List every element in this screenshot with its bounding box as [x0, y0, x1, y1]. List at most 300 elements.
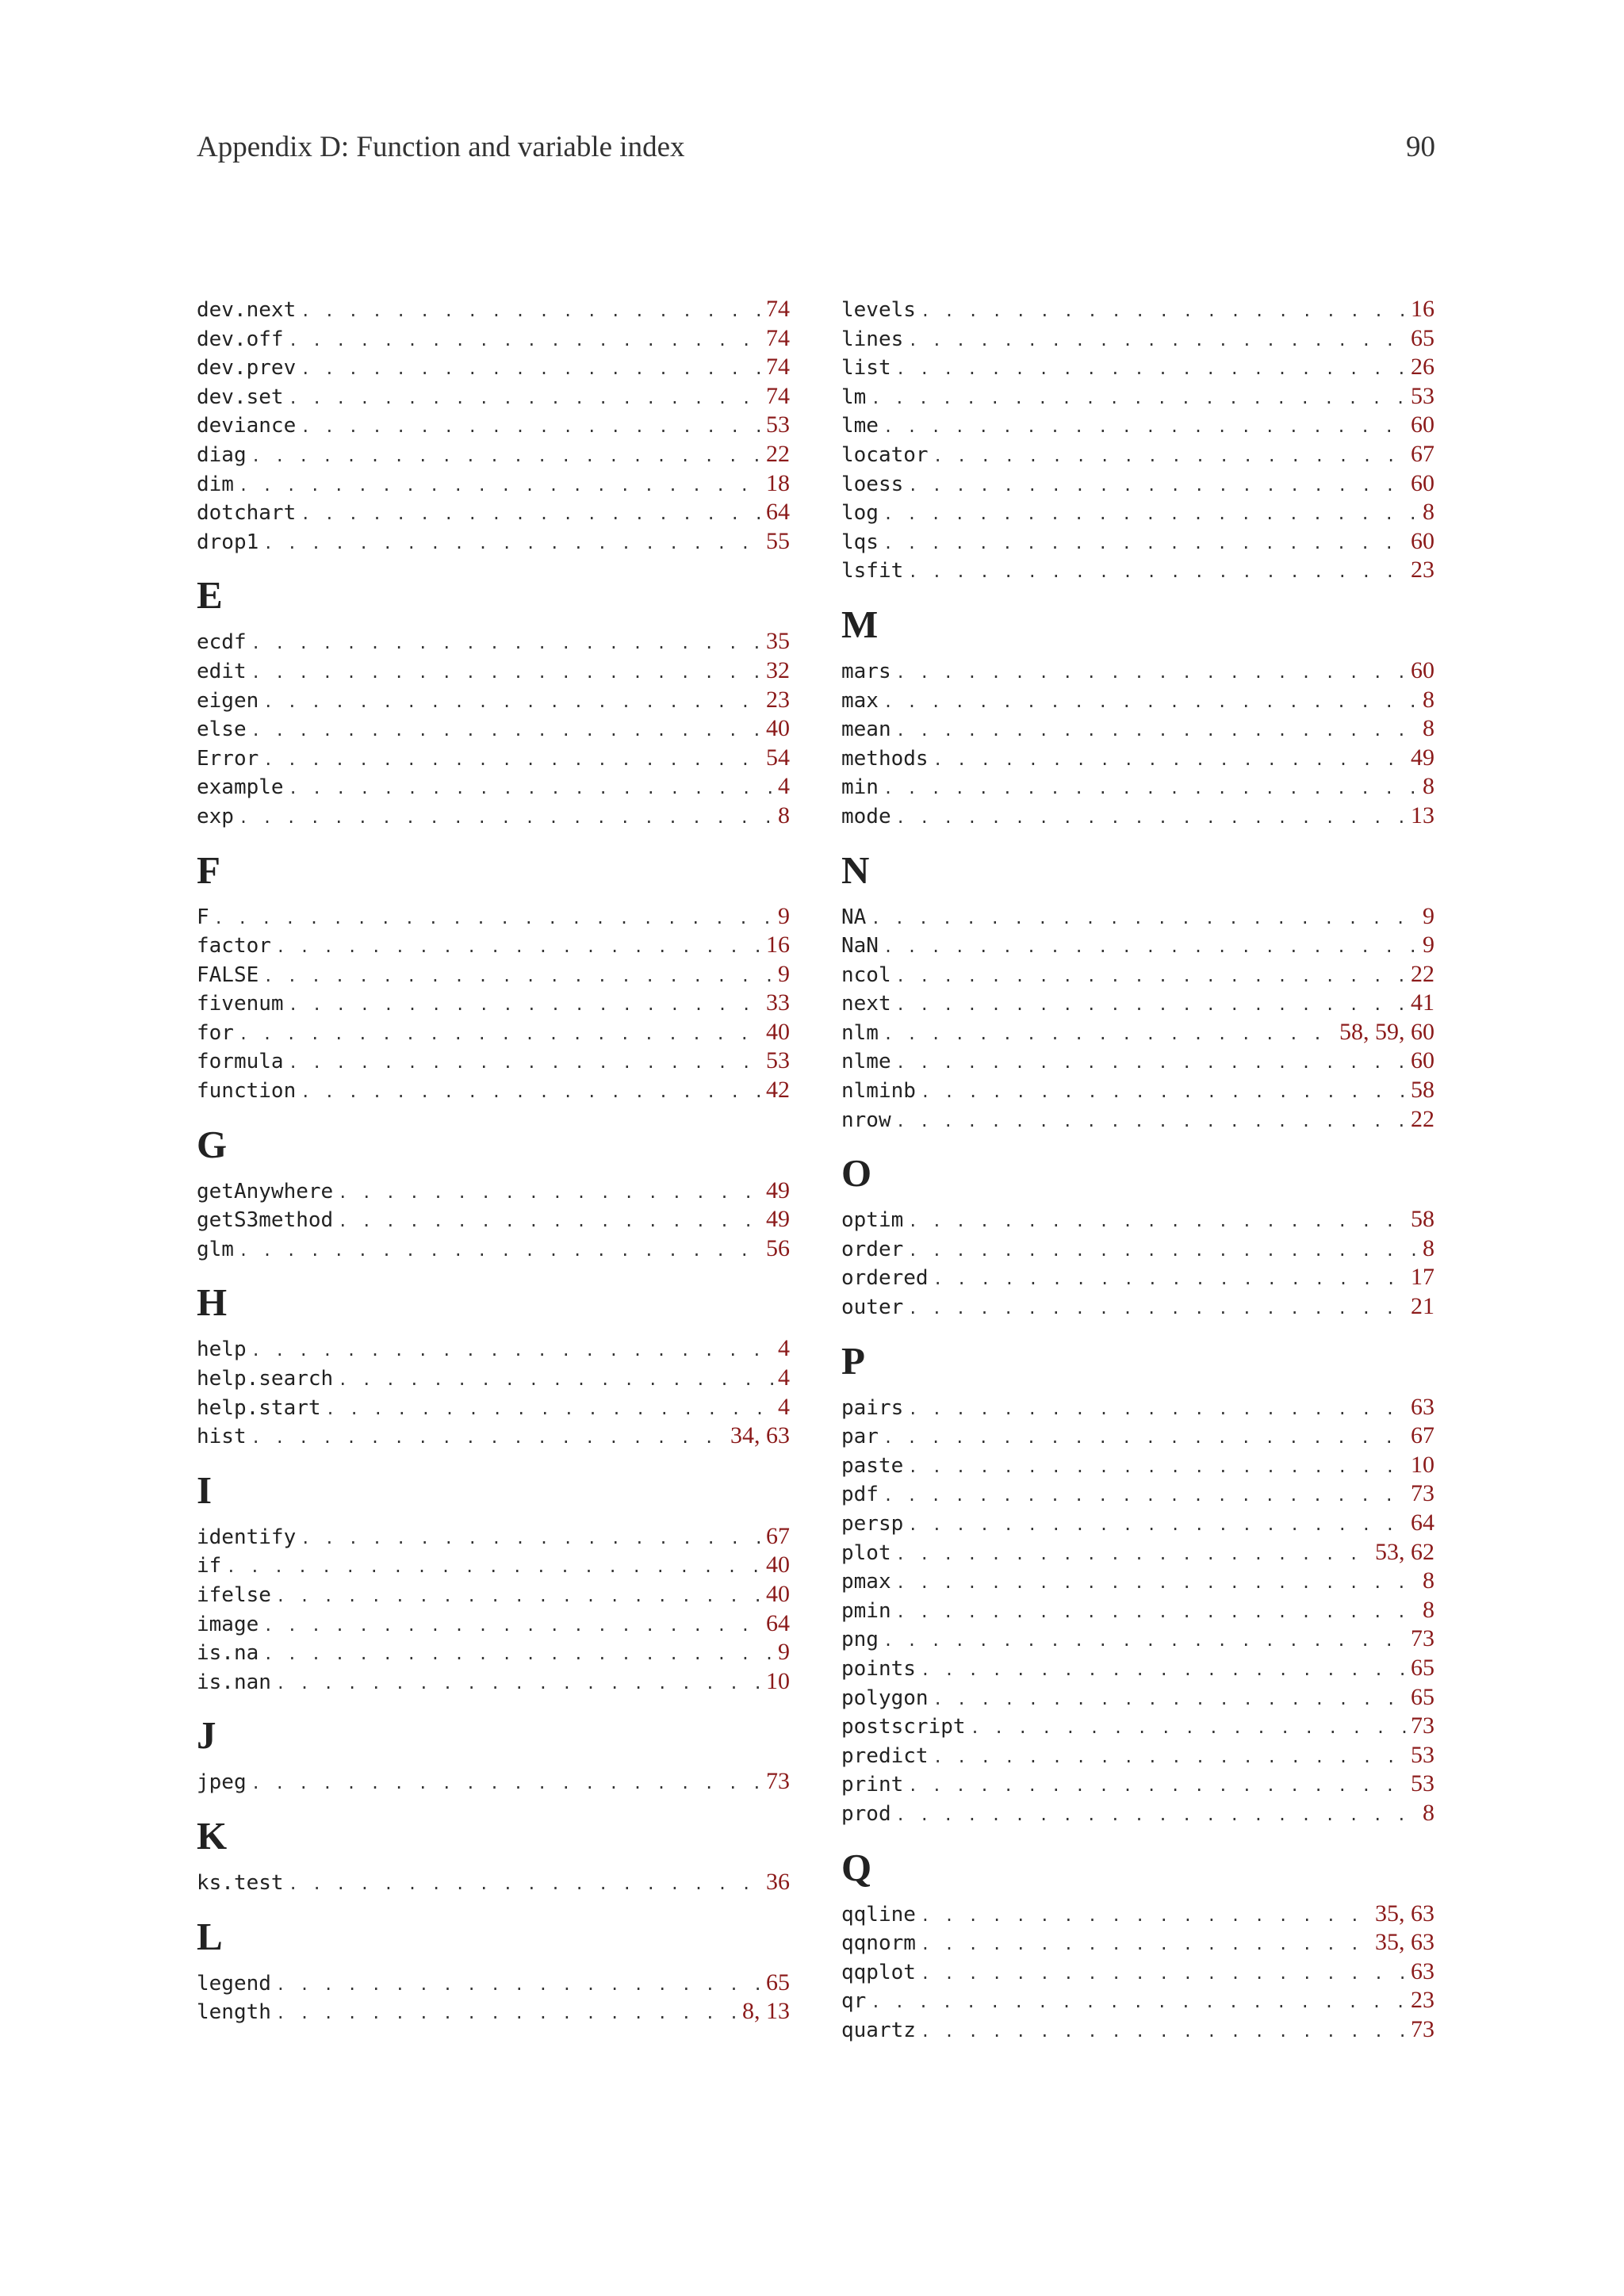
index-entry: [841, 2015, 1434, 2045]
entry-page-link[interactable]: 23: [766, 686, 790, 713]
entry-name: postscript: [841, 1715, 966, 1739]
entry-page-link[interactable]: 73: [1411, 1480, 1434, 1507]
index-entry: [197, 498, 790, 527]
entry-page-link[interactable]: 35, 63: [1375, 1900, 1434, 1927]
dot-leader: [871, 384, 1406, 413]
entry-name: pmin: [841, 1598, 891, 1623]
entry-name: loess: [841, 472, 904, 496]
entry-page-link[interactable]: 10: [1411, 1451, 1434, 1478]
entry-page-link[interactable]: 53: [766, 411, 790, 438]
entry-page-link[interactable]: 60: [1411, 411, 1434, 438]
index-entry: [197, 627, 790, 656]
entry-page-link[interactable]: 74: [766, 296, 790, 322]
entry-name: lines: [841, 327, 904, 351]
dot-leader: [263, 1611, 761, 1640]
entry-page-link[interactable]: 53: [1411, 382, 1434, 409]
index-entry: [841, 1741, 1434, 1770]
entry-name: help: [197, 1337, 247, 1362]
entry-name: exp: [197, 804, 234, 828]
entry-name: print: [841, 1773, 904, 1797]
entry-page-link[interactable]: 34, 63: [730, 1422, 790, 1449]
dot-leader: [908, 471, 1406, 500]
entry-page-link[interactable]: 58: [1411, 1077, 1434, 1104]
entry-page-link[interactable]: 10: [766, 1667, 790, 1694]
entry-name: points: [841, 1656, 916, 1681]
index-entry: [197, 1551, 790, 1580]
index-entry: [841, 469, 1434, 499]
index-section: [197, 1121, 790, 1264]
index-entry: [197, 353, 790, 382]
section-letter: I: [197, 1468, 213, 1512]
dot-leader: [338, 1178, 761, 1207]
index-entry: [841, 498, 1434, 527]
dot-leader: [921, 1930, 1370, 1959]
index-entry: [197, 802, 790, 831]
entry-page-link[interactable]: 55: [766, 527, 790, 554]
index-entry: [197, 989, 790, 1018]
entry-name: is.na: [197, 1641, 259, 1666]
entry-name: outer: [841, 1295, 904, 1320]
index-entry: [841, 1957, 1434, 1987]
entry-page-link[interactable]: 64: [1411, 1510, 1434, 1536]
dot-leader: [276, 932, 761, 962]
entry-page-link[interactable]: 4: [778, 1335, 790, 1362]
entry-page-link[interactable]: 18: [766, 469, 790, 496]
entry-page-link[interactable]: 65: [1411, 1654, 1434, 1681]
entry-name: deviance: [197, 414, 297, 438]
index-entry: [841, 1567, 1434, 1596]
dot-leader: [251, 658, 761, 687]
index-entry: [841, 295, 1434, 324]
index-entry: [841, 1422, 1434, 1451]
dot-leader: [276, 1970, 761, 1999]
entry-name: qr: [841, 1989, 867, 2014]
entry-page-link[interactable]: 63: [1411, 1957, 1434, 1984]
entry-name: min: [841, 775, 879, 800]
entry-page-link[interactable]: 8: [1423, 715, 1434, 742]
dot-leader: [263, 1640, 773, 1669]
index-entry: [197, 1997, 790, 2026]
dot-leader: [301, 499, 761, 529]
dot-leader: [251, 1769, 761, 1798]
entry-page-link[interactable]: 60: [1411, 527, 1434, 554]
entry-name: NA: [841, 905, 867, 929]
entry-page-link[interactable]: 74: [766, 324, 790, 351]
section-letter: M: [841, 602, 879, 646]
entry-name: edit: [197, 659, 247, 683]
dot-leader: [908, 1294, 1406, 1323]
entry-page-link[interactable]: 49: [766, 1206, 790, 1233]
index-entry: [841, 353, 1434, 382]
entry-page-link[interactable]: 53: [1411, 1770, 1434, 1797]
entry-name: dev.set: [197, 385, 284, 409]
entry-name: image: [197, 1612, 259, 1636]
entry-page-link[interactable]: 53: [766, 1047, 790, 1074]
dot-leader: [251, 1336, 773, 1365]
index-entry: [841, 714, 1434, 744]
dot-leader: [251, 629, 761, 658]
index-entry: [197, 1334, 790, 1364]
index-entry: [841, 1799, 1434, 1828]
entry-name: nlm: [841, 1020, 879, 1045]
index-section: [197, 1812, 790, 1897]
index-entry: [197, 1177, 790, 1206]
entry-name: max: [841, 688, 879, 713]
index-entry: [197, 1969, 790, 1998]
dot-leader: [883, 499, 1418, 529]
entry-page-link[interactable]: 26: [1411, 354, 1434, 381]
entry-page-link[interactable]: 21: [1411, 1293, 1434, 1320]
entry-page-link[interactable]: 17: [1411, 1264, 1434, 1291]
index-entry: [841, 382, 1434, 411]
index-entry: [841, 686, 1434, 715]
index-entry: [841, 1683, 1434, 1712]
index-entry: [197, 469, 790, 499]
entry-name: lm: [841, 385, 867, 409]
header-title: Appendix D: Function and variable index: [197, 131, 685, 163]
entry-page-link[interactable]: 8: [1423, 499, 1434, 526]
entry-page-link[interactable]: 8: [1423, 1567, 1434, 1594]
entry-name: ordered: [841, 1266, 929, 1291]
entry-page-link[interactable]: 8: [1423, 773, 1434, 800]
entry-page-link[interactable]: 8: [1423, 1596, 1434, 1623]
dot-leader: [251, 442, 761, 471]
entry-page-link[interactable]: 4: [778, 1364, 790, 1391]
entry-name: lsfit: [841, 559, 904, 584]
dot-leader: [301, 297, 761, 326]
entry-page-link[interactable]: 4: [778, 1393, 790, 1420]
index-entry: [197, 744, 790, 773]
entry-name: polygon: [841, 1686, 929, 1710]
dot-leader: [338, 1365, 773, 1395]
dot-leader: [301, 412, 761, 442]
entry-name: dev.off: [197, 327, 284, 351]
entry-page-link[interactable]: 53, 62: [1375, 1538, 1434, 1565]
dot-leader: [326, 1395, 773, 1424]
index-entry: [197, 902, 790, 932]
entry-name: ks.test: [197, 1870, 284, 1895]
entry-page-link[interactable]: 8, 13: [742, 1998, 790, 2025]
index-entry: [841, 744, 1434, 773]
index-section: [197, 295, 790, 556]
entry-page-link[interactable]: 32: [766, 656, 790, 683]
entry-page-link[interactable]: 36: [766, 1868, 790, 1895]
index-entry: [841, 989, 1434, 1018]
entry-page-link[interactable]: 40: [766, 1581, 790, 1607]
index-entry: [841, 772, 1434, 802]
entry-name: levels: [841, 298, 916, 322]
index-entry: [841, 324, 1434, 354]
entry-name: par: [841, 1425, 879, 1449]
dot-leader: [263, 745, 761, 775]
index-section: [841, 295, 1434, 585]
entry-name: ecdf: [197, 630, 247, 655]
dot-leader: [921, 1077, 1406, 1107]
entry-name: dev.next: [197, 298, 297, 322]
dot-leader: [971, 1713, 1406, 1743]
index-entry: [841, 556, 1434, 585]
index-entry: [197, 1364, 790, 1393]
entry-name: dev.prev: [197, 356, 297, 381]
entry-name: mode: [841, 804, 891, 828]
entry-name: pmax: [841, 1570, 891, 1594]
entry-page-link[interactable]: 73: [1411, 1625, 1434, 1652]
index-entry: [841, 802, 1434, 831]
entry-page-link[interactable]: 9: [778, 960, 790, 987]
index-entry: [197, 1767, 790, 1797]
dot-leader: [896, 658, 1406, 687]
entry-name: help.start: [197, 1395, 321, 1420]
section-letter: K: [197, 1813, 228, 1858]
entry-page-link[interactable]: 53: [1411, 1741, 1434, 1768]
dot-leader: [263, 687, 761, 717]
entry-name: length: [197, 2000, 271, 2025]
index-entry: [841, 656, 1434, 686]
dot-leader: [896, 803, 1406, 832]
dot-leader: [896, 1107, 1406, 1136]
entry-name: nlme: [841, 1050, 891, 1074]
entry-page-link[interactable]: 63: [1411, 1393, 1434, 1420]
entry-name: getS3method: [197, 1208, 334, 1233]
entry-page-link[interactable]: 74: [766, 382, 790, 409]
entry-name: order: [841, 1237, 904, 1261]
entry-name: lqs: [841, 530, 879, 554]
index-entry: [841, 1654, 1434, 1683]
entry-name: paste: [841, 1453, 904, 1478]
index-entry: [197, 686, 790, 715]
entry-page-link[interactable]: 40: [766, 1552, 790, 1578]
entry-page-link[interactable]: 22: [1411, 1105, 1434, 1132]
entry-page-link[interactable]: 22: [1411, 960, 1434, 987]
entry-page-link[interactable]: 35: [766, 628, 790, 655]
index-entry: [197, 382, 790, 411]
entry-page-link[interactable]: 67: [1411, 440, 1434, 467]
index-entry: [841, 1047, 1434, 1076]
index-entry: [197, 931, 790, 960]
index-entry: [841, 1596, 1434, 1625]
index-entry: [197, 1393, 790, 1422]
dot-leader: [908, 557, 1406, 587]
entry-page-link[interactable]: 60: [1411, 469, 1434, 496]
dot-leader: [883, 529, 1406, 558]
entry-page-link[interactable]: 73: [1411, 1712, 1434, 1739]
index-entry: [197, 1047, 790, 1076]
index-entry: [197, 1580, 790, 1609]
dot-leader: [933, 1265, 1406, 1294]
entry-name: jpeg: [197, 1770, 247, 1795]
entry-name: pdf: [841, 1483, 879, 1507]
index-entry: [841, 1928, 1434, 1957]
entry-page-link[interactable]: 42: [766, 1077, 790, 1104]
index-section: [841, 1337, 1434, 1828]
index-section: [197, 1712, 790, 1797]
index-entry: [841, 1393, 1434, 1422]
entry-page-link[interactable]: 16: [1411, 296, 1434, 322]
entry-name: factor: [197, 934, 271, 959]
index-entry: [841, 1451, 1434, 1480]
entry-page-link[interactable]: 13: [1411, 802, 1434, 828]
index-entry: [841, 1538, 1434, 1567]
entry-page-link[interactable]: 9: [1423, 902, 1434, 929]
entry-page-link[interactable]: 65: [766, 1969, 790, 1996]
page-header: [197, 130, 1435, 170]
dot-leader: [276, 1582, 761, 1611]
entry-page-link[interactable]: 49: [1411, 744, 1434, 771]
dot-leader: [263, 529, 761, 558]
dot-leader: [908, 1236, 1418, 1265]
entry-page-link[interactable]: 58, 59, 60: [1339, 1018, 1434, 1045]
entry-page-link[interactable]: 8: [778, 802, 790, 828]
entry-name: glm: [197, 1237, 234, 1261]
dot-leader: [301, 1524, 761, 1553]
index-entry: [841, 1076, 1434, 1105]
entry-page-link[interactable]: 67: [1411, 1422, 1434, 1449]
section-letter: Q: [841, 1845, 872, 1889]
dot-leader: [883, 687, 1418, 717]
entry-page-link[interactable]: 49: [766, 1177, 790, 1203]
index-entry: [841, 1770, 1434, 1799]
entry-page-link[interactable]: 4: [778, 773, 790, 800]
entry-name: hist: [197, 1425, 247, 1449]
index-entry: [197, 960, 790, 989]
index-entry: [197, 1868, 790, 1897]
entry-page-link[interactable]: 41: [1411, 989, 1434, 1016]
entry-page-link[interactable]: 65: [1411, 324, 1434, 351]
entry-page-link[interactable]: 33: [766, 989, 790, 1016]
dot-leader: [933, 745, 1406, 775]
entry-name: predict: [841, 1743, 929, 1768]
entry-name: dim: [197, 472, 234, 496]
dot-leader: [896, 716, 1418, 745]
entry-page-link[interactable]: 23: [1411, 557, 1434, 584]
dot-leader: [251, 1423, 726, 1452]
index-section: [197, 847, 790, 1105]
entry-page-link[interactable]: 60: [1411, 1047, 1434, 1074]
dot-leader: [896, 990, 1406, 1020]
index-column-left: [197, 295, 790, 2026]
entry-page-link[interactable]: 9: [778, 1639, 790, 1666]
entry-name: nlminb: [841, 1079, 916, 1104]
entry-name: eigen: [197, 688, 259, 713]
dot-leader: [289, 1048, 761, 1077]
index-section: [841, 601, 1434, 831]
index-section: [197, 572, 790, 830]
dot-leader: [883, 1020, 1335, 1049]
dot-leader: [226, 1552, 761, 1582]
index-entry: [197, 411, 790, 440]
index-section: [841, 1150, 1434, 1321]
dot-leader: [908, 1771, 1406, 1800]
entry-page-link[interactable]: 8: [1423, 1799, 1434, 1826]
index-column-right: [841, 295, 1434, 2045]
index-entry: [197, 772, 790, 802]
entry-page-link[interactable]: 35, 63: [1375, 1929, 1434, 1956]
dot-leader: [214, 904, 773, 933]
index-entry: [197, 1422, 790, 1451]
section-letter: F: [197, 848, 220, 892]
section-letter: E: [197, 573, 223, 618]
entry-page-link[interactable]: 74: [766, 354, 790, 381]
dot-leader: [921, 1655, 1406, 1685]
index-entry: [197, 1018, 790, 1047]
dot-leader: [289, 990, 761, 1020]
dot-leader: [289, 326, 761, 355]
section-letter: J: [197, 1713, 216, 1758]
index-entry: [841, 931, 1434, 960]
dot-leader: [896, 1048, 1406, 1077]
entry-name: quartz: [841, 2018, 916, 2042]
entry-page-link[interactable]: 60: [1411, 656, 1434, 683]
entry-page-link[interactable]: 9: [1423, 932, 1434, 959]
dot-leader: [896, 1598, 1418, 1627]
dot-leader: [896, 1800, 1418, 1830]
entry-page-link[interactable]: 65: [1411, 1683, 1434, 1710]
entry-page-link[interactable]: 64: [766, 1609, 790, 1636]
dot-leader: [883, 1423, 1406, 1452]
dot-leader: [896, 962, 1406, 991]
index-entry: [197, 656, 790, 686]
entry-name: ifelse: [197, 1583, 271, 1607]
section-letter: G: [197, 1122, 228, 1166]
index-section: [197, 1913, 790, 2026]
entry-page-link[interactable]: 54: [766, 744, 790, 771]
entry-page-link[interactable]: 8: [1423, 686, 1434, 713]
entry-name: identify: [197, 1525, 297, 1549]
index-entry: [841, 1234, 1434, 1264]
entry-name: else: [197, 718, 247, 742]
entry-name: plot: [841, 1540, 891, 1565]
index-entry: [841, 440, 1434, 469]
index-entry: [197, 1234, 790, 1264]
entry-page-link[interactable]: 56: [766, 1234, 790, 1261]
index-entry: [841, 1900, 1434, 1929]
index-entry: [841, 1292, 1434, 1322]
dot-leader: [921, 297, 1406, 326]
entry-name: prod: [841, 1801, 891, 1826]
index-section: [197, 1467, 790, 1697]
dot-leader: [896, 1568, 1418, 1598]
dot-leader: [289, 1869, 761, 1899]
entry-page-link[interactable]: 67: [766, 1522, 790, 1549]
entry-name: if: [197, 1554, 222, 1578]
index-entry: [841, 1712, 1434, 1741]
entry-page-link[interactable]: 8: [1423, 1234, 1434, 1261]
entry-page-link[interactable]: 64: [766, 499, 790, 526]
entry-page-link[interactable]: 16: [766, 932, 790, 959]
dot-leader: [239, 1236, 761, 1265]
section-letter: N: [841, 848, 870, 892]
entry-page-link[interactable]: 58: [1411, 1206, 1434, 1233]
index-entry: [197, 440, 790, 469]
entry-page-link[interactable]: 73: [1411, 2015, 1434, 2042]
index-entry: [841, 1018, 1434, 1047]
index-entry: [197, 324, 790, 354]
entry-page-link[interactable]: 23: [1411, 1987, 1434, 2014]
entry-name: qqplot: [841, 1960, 916, 1984]
entry-page-link[interactable]: 9: [778, 902, 790, 929]
entry-page-link[interactable]: 40: [766, 715, 790, 742]
entry-name: log: [841, 501, 879, 526]
entry-page-link[interactable]: 40: [766, 1018, 790, 1045]
index-entry: [197, 714, 790, 744]
index-entry: [197, 527, 790, 557]
index-entry: [841, 1479, 1434, 1509]
entry-page-link[interactable]: 22: [766, 440, 790, 467]
entry-page-link[interactable]: 73: [766, 1768, 790, 1795]
entry-name: persp: [841, 1512, 904, 1536]
index-section: [841, 847, 1434, 1135]
entry-name: mars: [841, 659, 891, 683]
